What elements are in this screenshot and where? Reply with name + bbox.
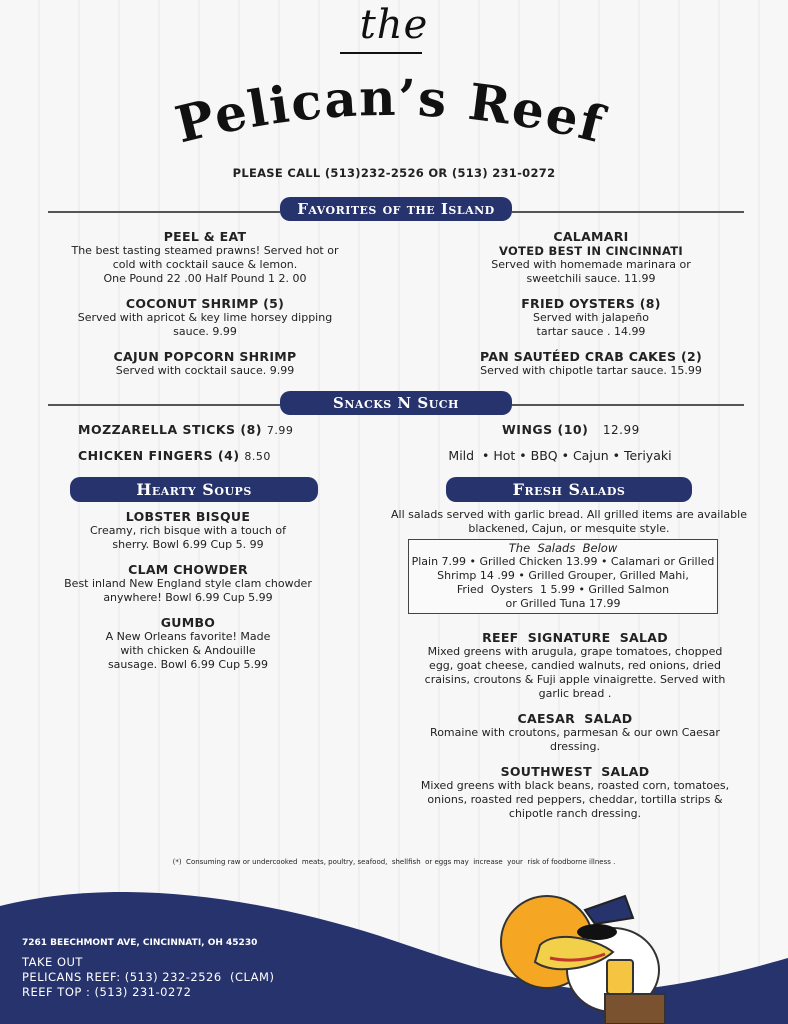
- menu-item-name: GUMBO: [160, 615, 216, 630]
- takeout-label: TAKE OUT: [22, 955, 83, 969]
- snacks-heading: Snacks N Such: [280, 391, 512, 415]
- takeout-phone-reeftop: REEF TOP : (513) 231-0272: [22, 985, 192, 999]
- title-text: Pelican’s Reef: [169, 67, 611, 155]
- menu-item-name: REEF SIGNATURE SALAD: [482, 630, 668, 645]
- menu-item-mozzarella: [78, 422, 293, 437]
- svg-text:Pelican’s Reef: [170, 68, 612, 155]
- menu-item-desc: One Pound 22 .00 Half Pound 1 2. 00: [103, 272, 307, 285]
- menu-item-name: CLAM CHOWDER: [128, 562, 248, 577]
- favorites-left-column: [48, 229, 362, 378]
- salads-intro-line: blackened, Cajun, or mesquite style.: [468, 522, 670, 535]
- menu-item-price: 12.99: [602, 423, 640, 437]
- salad-addons-line: Plain 7.99 • Grilled Chicken 13.99 • Calamari or Grilled: [411, 555, 715, 568]
- menu-item-desc: cold with cocktail sauce & lemon.: [112, 258, 298, 271]
- menu-item-desc: chipotle ranch dressing.: [508, 807, 642, 820]
- menu-item-desc: Served with homemade marinara or: [491, 258, 691, 271]
- menu-item-price: 8.50: [244, 450, 271, 463]
- menu-item-desc: anywhere! Bowl 6.99 Cup 5.99: [103, 591, 273, 604]
- divider: [48, 404, 280, 406]
- menu-item-name: WINGS (10): [502, 422, 589, 437]
- restaurant-title: [60, 60, 720, 170]
- menu-item-desc: sherry. Bowl 6.99 Cup 5. 99: [112, 538, 264, 551]
- menu-item-name: SOUTHWEST SALAD: [500, 764, 650, 779]
- menu-item-name: CAESAR SALAD: [517, 711, 633, 726]
- menu-item-chicken: [78, 448, 271, 463]
- salad-addons-box: [408, 539, 718, 614]
- menu-item-price: 7.99: [266, 424, 294, 437]
- menu-item-desc: Best inland New England style clam chowder: [64, 577, 312, 590]
- pelican-mascot-icon: [495, 890, 695, 1024]
- menu-item-desc: with chicken & Andouille: [120, 644, 256, 657]
- menu-item-desc: tartar sauce . 14.99: [536, 325, 646, 338]
- menu-item-name: FRIED OYSTERS (8): [521, 296, 661, 311]
- menu-item-wings: [502, 422, 640, 437]
- restaurant-address: 7261 BEECHMONT AVE, CINCINNATI, OH 45230: [22, 938, 258, 948]
- food-safety-footnote: (*) Consuming raw or undercooked meats, poultry, seafood, shellfish or eggs may increase your risk of foodborne illness .: [172, 858, 616, 866]
- menu-item-desc: sausage. Bowl 6.99 Cup 5.99: [107, 658, 269, 671]
- soups-heading: Hearty Soups: [70, 477, 318, 502]
- menu-item-desc: A New Orleans favorite! Made: [105, 630, 271, 643]
- soups-column: [48, 509, 328, 672]
- salad-addons-title: The Salads Below: [508, 541, 618, 555]
- salad-addons-line: or Grilled Tuna 17.99: [505, 597, 621, 610]
- divider: [512, 404, 744, 406]
- salads-intro-line: All salads served with garlic bread. All grilled items are available: [391, 508, 747, 521]
- menu-item-desc: egg, goat cheese, candied walnuts, red onions, dried: [429, 659, 721, 672]
- call-phone-numbers: PLEASE CALL (513)232-2526 OR (513) 231-0272: [232, 166, 556, 180]
- menu-item-subtitle: VOTED BEST IN CINCINNATI: [498, 244, 684, 258]
- menu-item-name: CALAMARI: [553, 229, 629, 244]
- menu-item-desc: Creamy, rich bisque with a touch of: [90, 524, 286, 537]
- logo-underline: [340, 52, 422, 54]
- salads-heading: Fresh Salads: [446, 477, 692, 502]
- menu-item-desc: garlic bread .: [538, 687, 612, 700]
- menu-item-desc: Served with jalapeño: [533, 311, 649, 324]
- logo-the: the: [359, 2, 429, 48]
- menu-item-name: LOBSTER BISQUE: [125, 509, 251, 524]
- favorites-right-column: [432, 229, 750, 378]
- menu-item-desc: Romaine with croutons, parmesan & our own Caesar: [430, 726, 720, 739]
- menu-item-name: PAN SAUTÉED CRAB CAKES (2): [480, 349, 702, 364]
- salads-column: [400, 630, 750, 821]
- salads-intro: [370, 508, 768, 536]
- menu-item-name: PEEL & EAT: [163, 229, 247, 244]
- menu-item-name: CHICKEN FINGERS (4): [78, 448, 240, 463]
- menu-item-name: MOZZARELLA STICKS (8): [78, 422, 263, 437]
- takeout-phone-clam: PELICANS REEF: (513) 232-2526 (CLAM): [22, 970, 275, 984]
- salad-addons-line: Fried Oysters 1 5.99 • Grilled Salmon: [456, 583, 670, 596]
- menu-item-desc: sweetchili sauce. 11.99: [526, 272, 656, 285]
- menu-item-desc: sauce. 9.99: [173, 325, 237, 338]
- menu-item-desc: dressing.: [550, 740, 600, 753]
- menu-item-desc: The best tasting steamed prawns! Served hot or: [71, 244, 339, 257]
- menu-item-name: CAJUN POPCORN SHRIMP: [113, 349, 297, 364]
- divider: [512, 211, 744, 213]
- menu-item-desc: Served with apricot & key lime horsey dipping: [77, 311, 333, 324]
- menu-item-desc: Mixed greens with arugula, grape tomatoes, chopped: [427, 645, 723, 658]
- wing-sauces: Mild • Hot • BBQ • Cajun • Teriyaki: [448, 448, 672, 463]
- menu-item-desc: Served with cocktail sauce. 9.99: [115, 364, 295, 377]
- menu-item-desc: craisins, croutons & Fuji apple vinaigrette. Served with: [424, 673, 726, 686]
- menu-item-desc: Mixed greens with black beans, roasted corn, tomatoes,: [420, 779, 730, 792]
- menu-item-desc: Served with chipotle tartar sauce. 15.99: [480, 364, 702, 377]
- menu-item-desc: onions, roasted red peppers, cheddar, tortilla strips &: [427, 793, 723, 806]
- favorites-heading: Favorites of the Island: [280, 197, 512, 221]
- salad-addons-line: Shrimp 14 .99 • Grilled Grouper, Grilled Mahi,: [437, 569, 689, 582]
- divider: [48, 211, 280, 213]
- menu-item-name: COCONUT SHRIMP (5): [125, 296, 285, 311]
